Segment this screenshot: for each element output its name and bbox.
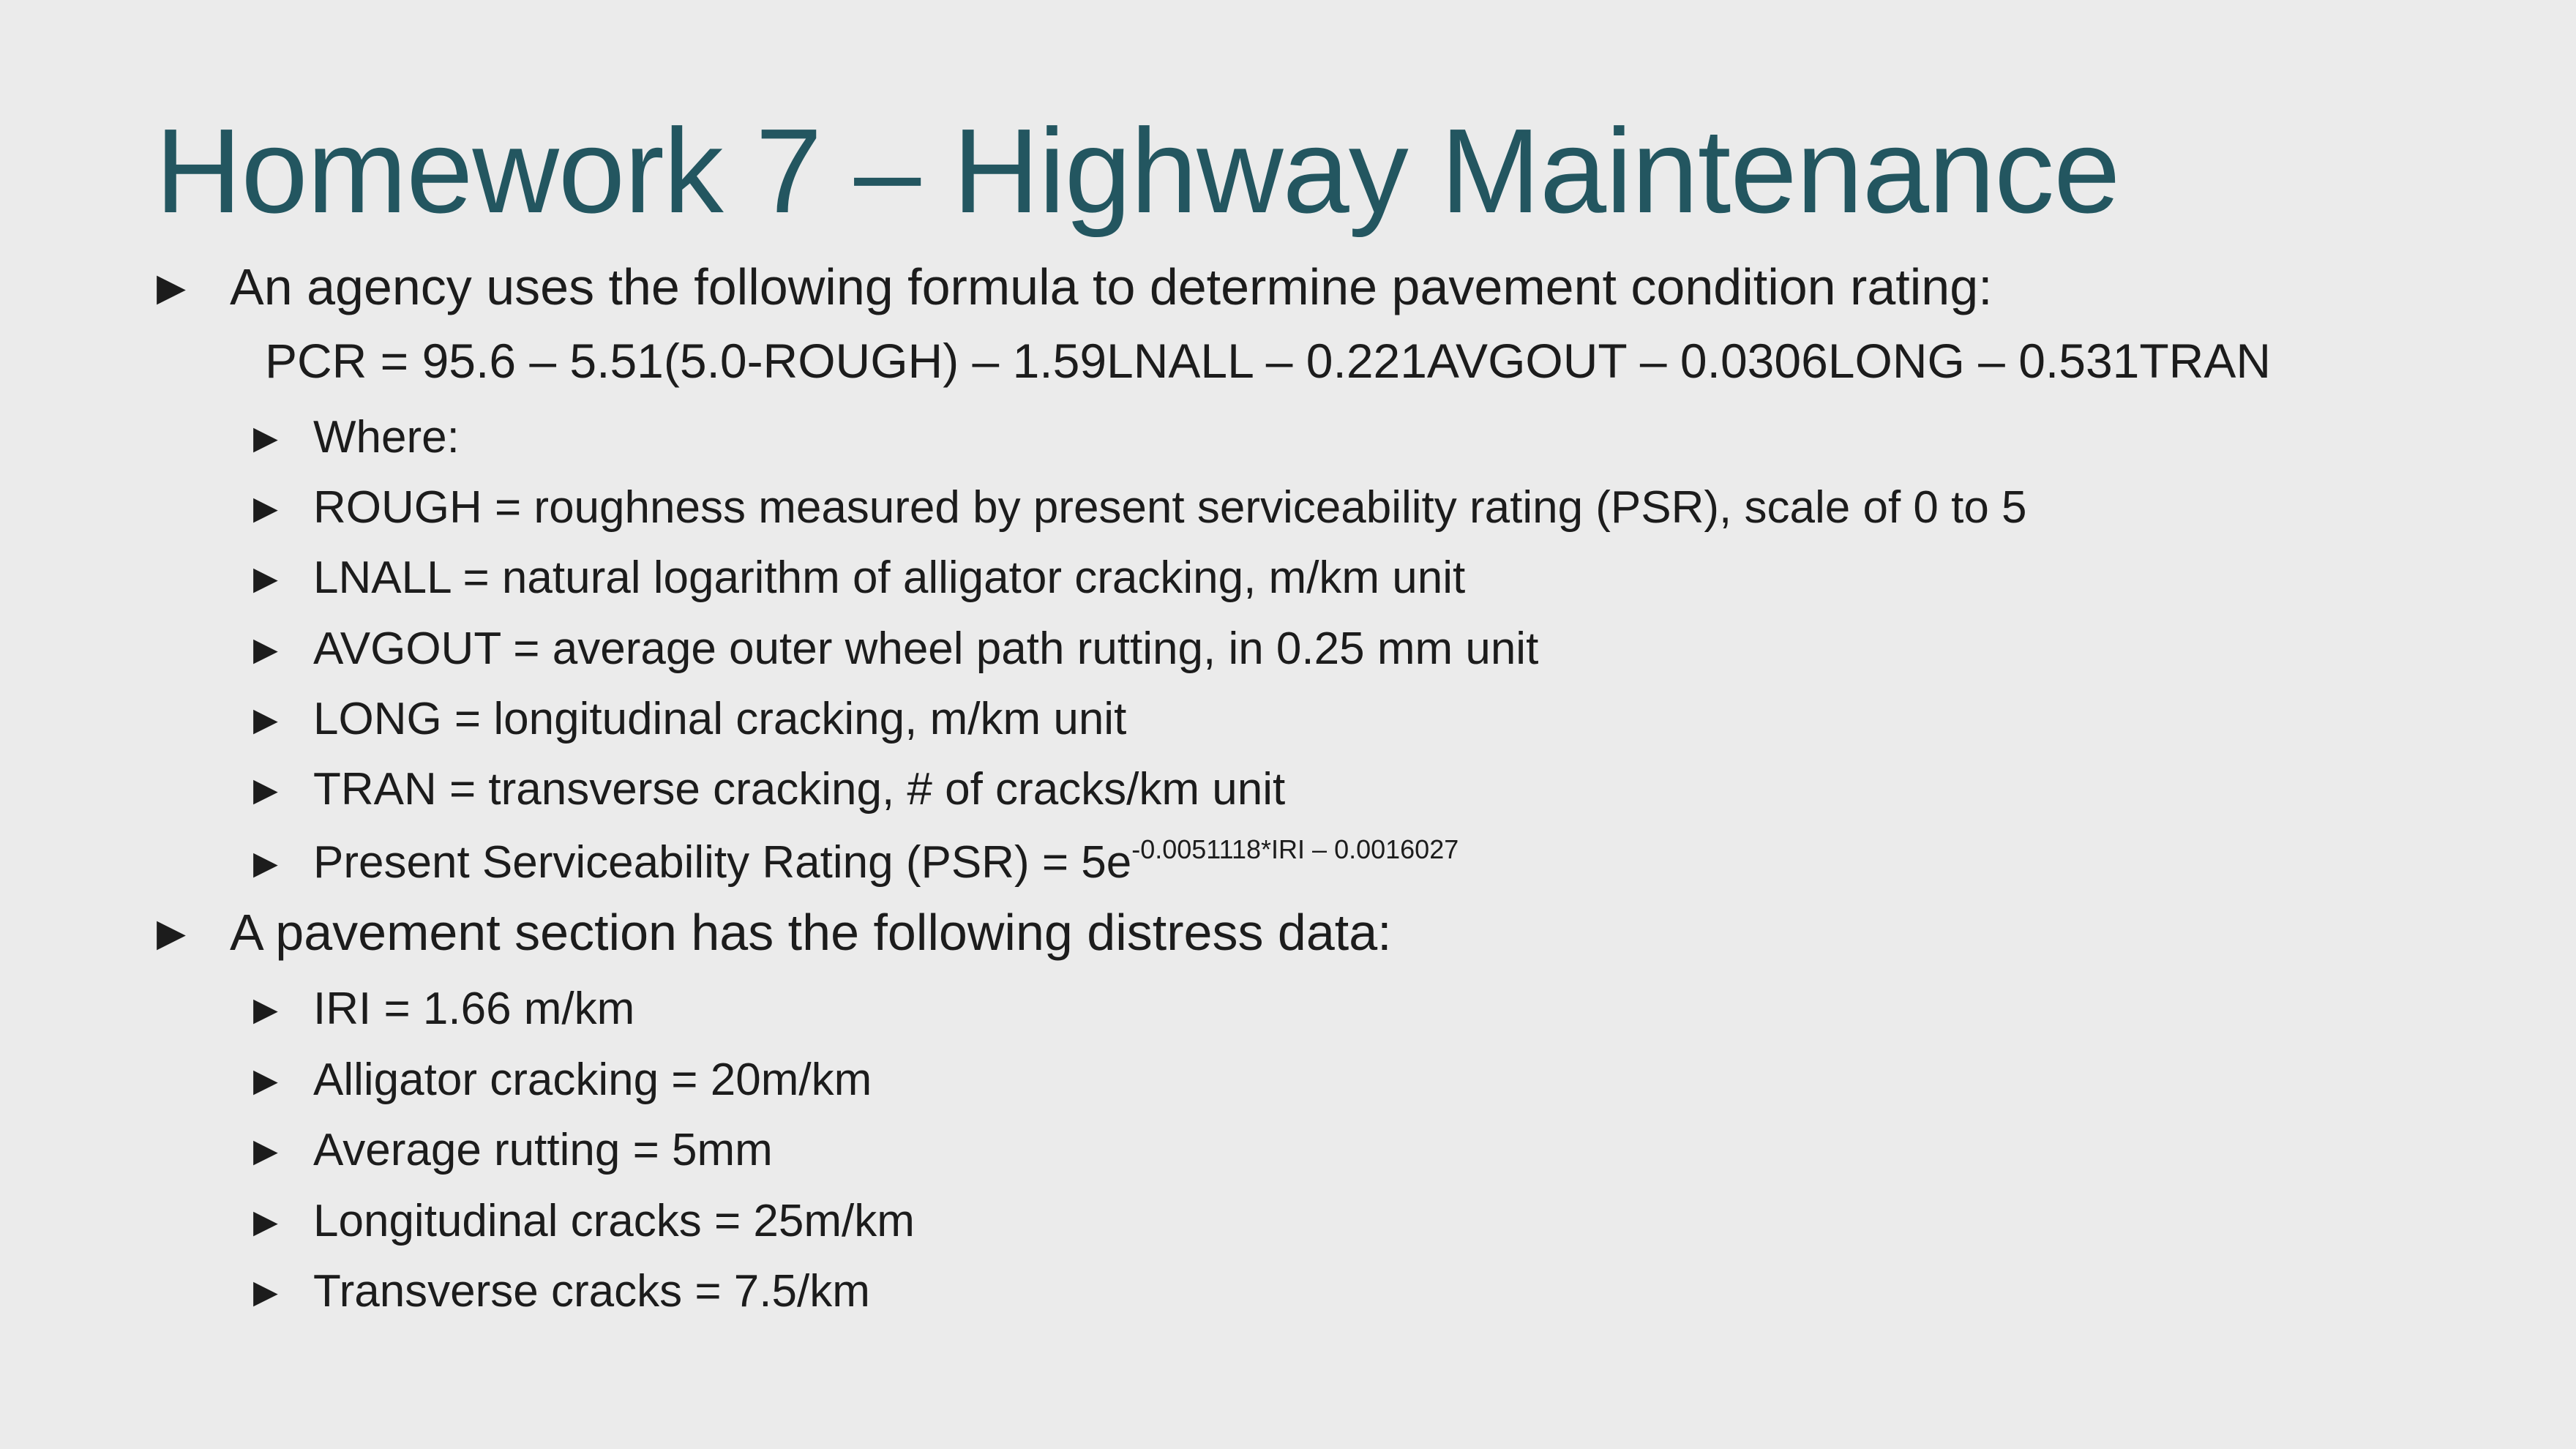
distress-item bbox=[253, 1194, 915, 1248]
definition-item bbox=[253, 622, 1538, 676]
bullet-arrow-icon: ▶ bbox=[253, 992, 278, 1027]
intro-bullet bbox=[157, 256, 1993, 318]
definition-text: ROUGH = roughness measured by present serviceability rating (PSR), scale of 0 to 5 bbox=[313, 482, 2027, 533]
distress-text: Transverse cracks = 7.5/km bbox=[313, 1266, 870, 1317]
intro-text: An agency uses the following formula to determine pavement condition rating: bbox=[230, 258, 1993, 315]
bullet-arrow-icon: ▶ bbox=[157, 912, 186, 954]
section-heading-bullet bbox=[157, 902, 1392, 963]
bullet-arrow-icon: ▶ bbox=[253, 702, 278, 738]
bullet-arrow-icon: ▶ bbox=[253, 632, 278, 667]
distress-item bbox=[253, 982, 634, 1036]
section-heading-text: A pavement section has the following distress data: bbox=[230, 904, 1392, 961]
bullet-arrow-icon: ▶ bbox=[253, 490, 278, 526]
definition-item bbox=[253, 481, 2027, 535]
definition-item bbox=[253, 411, 460, 465]
distress-text: Average rutting = 5mm bbox=[313, 1125, 773, 1175]
definition-text: TRAN = transverse cracking, # of cracks/km unit bbox=[313, 764, 1286, 815]
bullet-arrow-icon: ▶ bbox=[253, 845, 278, 881]
slide-title: Homework 7 – Highway Maintenance bbox=[155, 104, 2120, 238]
bullet-arrow-icon: ▶ bbox=[253, 1063, 278, 1098]
bullet-arrow-icon: ▶ bbox=[253, 1204, 278, 1240]
bullet-arrow-icon: ▶ bbox=[253, 420, 278, 456]
definition-item bbox=[253, 692, 1126, 746]
distress-item bbox=[253, 1123, 773, 1177]
definition-item bbox=[253, 763, 1285, 817]
bullet-arrow-icon: ▶ bbox=[253, 1274, 278, 1310]
bullet-arrow-icon: ▶ bbox=[157, 266, 186, 309]
definition-text: Where: bbox=[313, 412, 460, 463]
distress-text: IRI = 1.66 m/km bbox=[313, 984, 635, 1034]
definition-text: LNALL = natural logarithm of alligator cracking, m/km unit bbox=[313, 553, 1466, 603]
definition-text: AVGOUT = average outer wheel path rutting, in 0.25 mm unit bbox=[313, 624, 1539, 674]
bullet-arrow-icon: ▶ bbox=[253, 561, 278, 596]
bullet-arrow-icon: ▶ bbox=[253, 1133, 278, 1169]
pcr-formula: PCR = 95.6 – 5.51(5.0-ROUGH) – 1.59LNALL – 0.221AVGOUT – 0.0306LONG – 0.531TRAN bbox=[265, 334, 2272, 388]
bullet-arrow-icon: ▶ bbox=[253, 772, 278, 808]
distress-item bbox=[253, 1265, 870, 1319]
definition-item bbox=[253, 551, 1465, 605]
distress-item bbox=[253, 1053, 872, 1107]
distress-text: Longitudinal cracks = 25m/km bbox=[313, 1196, 915, 1246]
psr-formula-item bbox=[253, 834, 1459, 890]
definition-text: LONG = longitudinal cracking, m/km unit bbox=[313, 694, 1127, 744]
distress-text: Alligator cracking = 20m/km bbox=[313, 1055, 872, 1105]
psr-formula-base: Present Serviceability Rating (PSR) = 5e bbox=[313, 837, 1132, 888]
psr-formula-exponent: -0.0051118*IRI – 0.0016027 bbox=[1131, 834, 1459, 864]
